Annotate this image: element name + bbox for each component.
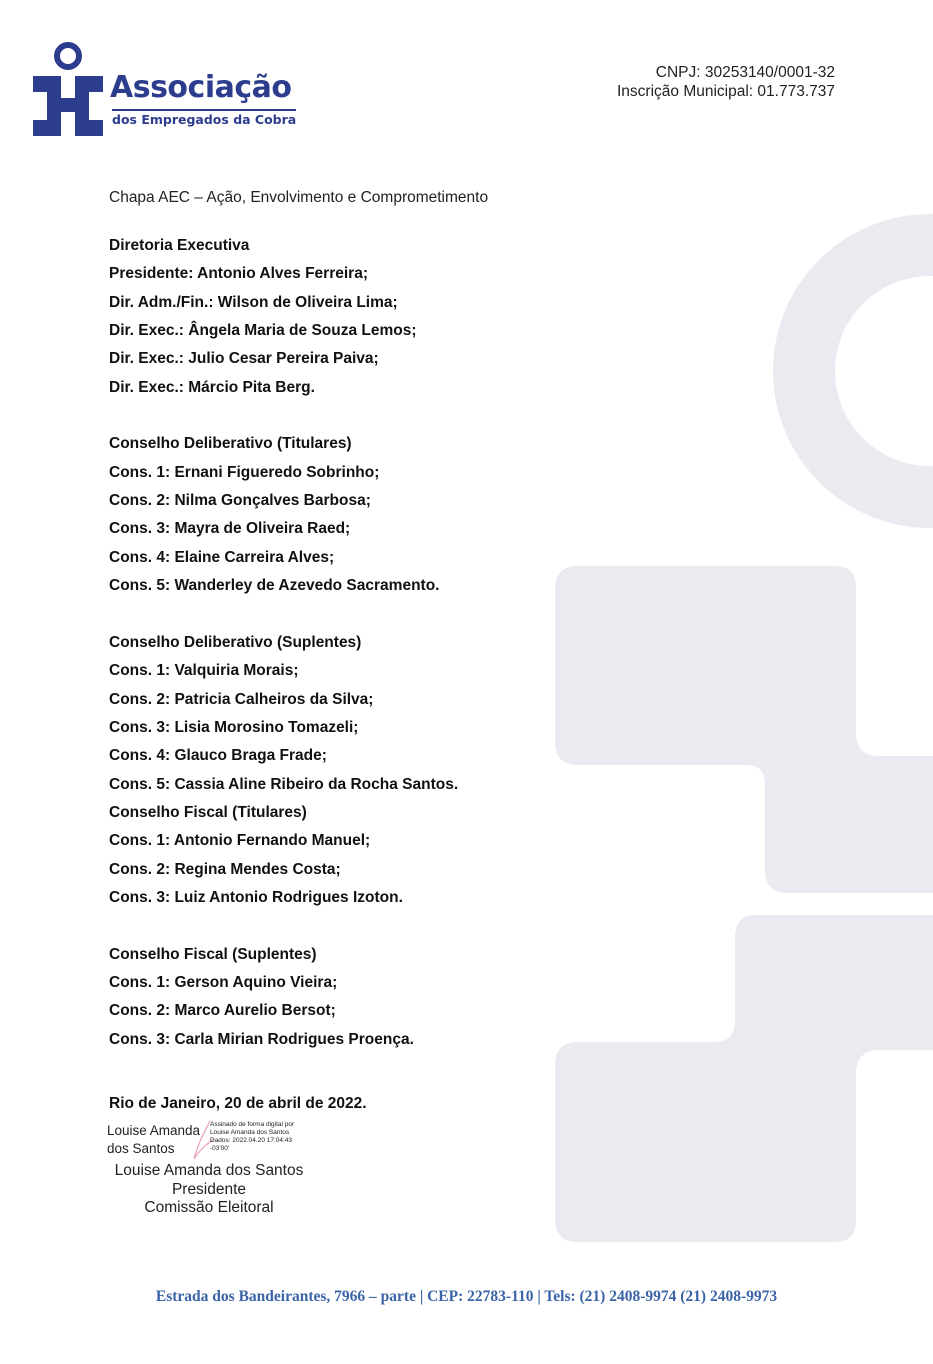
list-item: Cons. 2: Nilma Gonçalves Barbosa; bbox=[109, 492, 371, 510]
signer-role: Presidente bbox=[171, 1180, 247, 1198]
list-item: Cons. 1: Gerson Aquino Vieira; bbox=[109, 973, 338, 991]
signature-name-line: dos Santos bbox=[107, 1141, 175, 1156]
signer-name: Louise Amanda dos Santos bbox=[114, 1162, 304, 1179]
member-list bbox=[109, 236, 458, 1058]
cnpj-text: CNPJ: 30253140/0001-32 bbox=[655, 64, 835, 81]
signature-name bbox=[107, 1122, 200, 1158]
list-item: Cons. 5: Wanderley de Azevedo Sacramento. bbox=[109, 577, 440, 595]
stamp-line: Dados: 2022.04.20 17:04:43 bbox=[210, 1137, 293, 1144]
list-item: Cons. 1: Valquiria Morais; bbox=[109, 662, 299, 680]
footer-address: Estrada dos Bandeirantes, 7966 – parte | CEP: 22783-110 | Tels: (21) 2408-9974 (21) 2408-9973 bbox=[155, 1288, 778, 1305]
list-item: Dir. Exec.: Márcio Pita Berg. bbox=[109, 378, 315, 396]
list-item: Cons. 3: Mayra de Oliveira Raed; bbox=[109, 520, 351, 538]
watermark-shape-upper bbox=[555, 566, 933, 893]
section-title: Conselho Fiscal (Titulares) bbox=[109, 803, 307, 821]
stamp-line: Assinado de forma digital por bbox=[210, 1121, 295, 1128]
section-title: Conselho Fiscal (Suplentes) bbox=[109, 945, 317, 963]
stamp-line: -03'00' bbox=[210, 1145, 230, 1152]
logo-title: Associação bbox=[110, 70, 292, 105]
list-item: Dir. Exec.: Julio Cesar Pereira Paiva; bbox=[109, 350, 379, 368]
section-spacer bbox=[109, 604, 458, 632]
signer-block bbox=[109, 1162, 309, 1218]
document-date: Rio de Janeiro, 20 de abril de 2022. bbox=[109, 1095, 367, 1112]
list-item: Cons. 2: Marco Aurelio Bersot; bbox=[109, 1002, 336, 1020]
list-item: Cons. 2: Patricia Calheiros da Silva; bbox=[109, 690, 374, 708]
section-title: Conselho Deliberativo (Titulares) bbox=[109, 435, 352, 453]
list-item: Cons. 3: Lisia Morosino Tomazeli; bbox=[109, 718, 359, 736]
header-info bbox=[617, 63, 835, 101]
section-title: Conselho Deliberativo (Suplentes) bbox=[109, 633, 362, 651]
stamp-line: Louise Amanda dos Santos bbox=[210, 1129, 290, 1136]
list-item: Dir. Adm./Fin.: Wilson de Oliveira Lima; bbox=[109, 293, 398, 311]
section-spacer bbox=[109, 406, 458, 434]
list-item: Cons. 4: Glauco Braga Frade; bbox=[109, 747, 327, 765]
association-logo bbox=[30, 42, 320, 142]
chapa-title: Chapa AEC – Ação, Envolvimento e Comprometimento bbox=[109, 189, 489, 206]
list-item: Dir. Exec.: Ângela Maria de Souza Lemos; bbox=[109, 322, 417, 340]
inscricao-text: Inscrição Municipal: 01.773.737 bbox=[617, 83, 835, 100]
logo-divider bbox=[112, 109, 296, 111]
logo-subtitle: dos Empregados da Cobra bbox=[112, 112, 297, 127]
logo-person-icon bbox=[30, 42, 110, 140]
signature-name-line: Louise Amanda bbox=[107, 1123, 201, 1138]
watermark-shape-lower bbox=[555, 915, 933, 1242]
list-item: Cons. 5: Cassia Aline Ribeiro da Rocha Santos. bbox=[109, 775, 459, 793]
list-item: Cons. 3: Carla Mirian Rodrigues Proença. bbox=[109, 1030, 414, 1048]
list-item: Presidente: Antonio Alves Ferreira; bbox=[109, 265, 368, 283]
section-title: Diretoria Executiva bbox=[109, 237, 250, 254]
list-item: Cons. 1: Ernani Figueredo Sobrinho; bbox=[109, 463, 380, 481]
list-item: Cons. 3: Luiz Antonio Rodrigues Izoton. bbox=[109, 888, 403, 906]
list-item: Cons. 2: Regina Mendes Costa; bbox=[109, 860, 341, 878]
watermark-circle bbox=[804, 245, 933, 497]
signer-org: Comissão Eleitoral bbox=[144, 1199, 274, 1216]
section-spacer bbox=[109, 916, 458, 944]
signature-stamp bbox=[210, 1121, 294, 1153]
list-item: Cons. 1: Antonio Fernando Manuel; bbox=[109, 832, 371, 850]
list-item: Cons. 4: Elaine Carreira Alves; bbox=[109, 548, 335, 566]
